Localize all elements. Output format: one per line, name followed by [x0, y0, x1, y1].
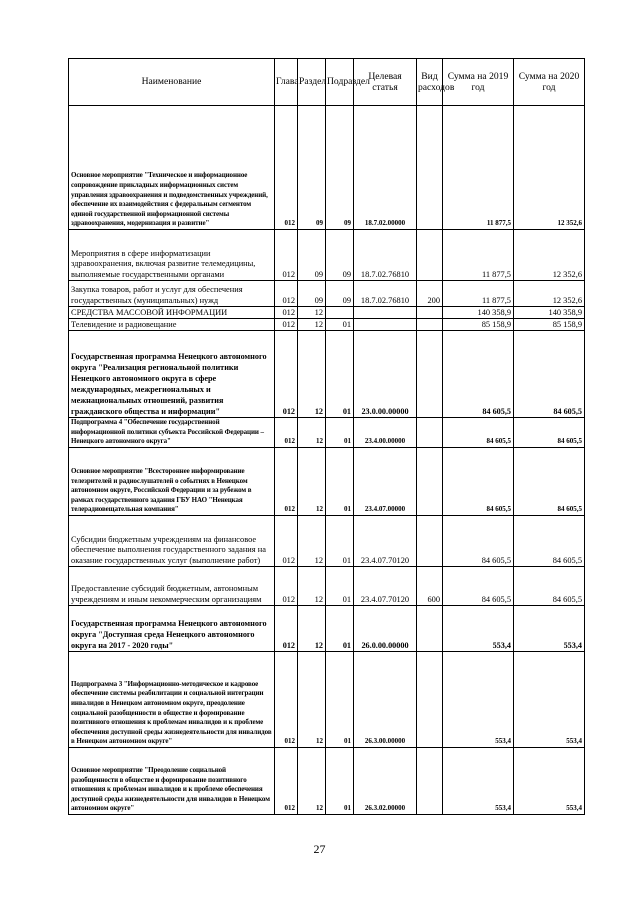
row-name: Телевидение и радиовещание: [69, 319, 275, 331]
row-vid-raskhodov: 200: [417, 281, 443, 307]
row-glava: 012: [275, 307, 298, 319]
table-row: [69, 567, 585, 606]
row-glava: 012: [275, 319, 298, 331]
row-tselevaya-statya: 23.4.00.00000: [354, 418, 417, 448]
row-name: Основное мероприятие "Всестороннее информирование телезрителей и радиослушателей о событиях в Ненецком автономном округе, Российской Федерации и за рубежом в рамках государственного задания ГБУ НАО "Ненецкая телерадиовещательная компания": [69, 448, 275, 516]
table-row: [69, 307, 585, 319]
header-sum-2020: Сумма на 2020 год: [514, 59, 585, 106]
row-tselevaya-statya: 18.7.02.76810: [354, 281, 417, 307]
row-razdel: 09: [298, 106, 326, 230]
row-razdel: 12: [298, 331, 326, 418]
row-sum-2019: 553,4: [443, 606, 514, 652]
row-tselevaya-statya: 23.0.00.00000: [354, 331, 417, 418]
row-sum-2019: 553,4: [443, 748, 514, 815]
row-podrazdel: 01: [326, 516, 354, 567]
row-razdel: 12: [298, 319, 326, 331]
row-vid-raskhodov: [417, 418, 443, 448]
table-row: [69, 418, 585, 448]
row-name: Подпрограмма 4 "Обеспечение государственной информационной политики субъекта Российской Федерации – Ненецкого автономного округа": [69, 418, 275, 448]
row-sum-2020: 553,4: [514, 652, 585, 748]
row-vid-raskhodov: [417, 748, 443, 815]
row-tselevaya-statya: 26.3.00.00000: [354, 652, 417, 748]
table-header-row: [69, 59, 585, 106]
row-tselevaya-statya: 23.4.07.70120: [354, 567, 417, 606]
row-podrazdel: 01: [326, 448, 354, 516]
row-podrazdel: 09: [326, 106, 354, 230]
table-row: [69, 516, 585, 567]
table-row: [69, 230, 585, 281]
row-razdel: 09: [298, 230, 326, 281]
row-name: Мероприятия в сфере информатизации здравоохранения, включая развитие телемедицины, выполняемые государственными органами: [69, 230, 275, 281]
row-podrazdel: 09: [326, 281, 354, 307]
row-vid-raskhodov: 600: [417, 567, 443, 606]
table-row: [69, 606, 585, 652]
row-podrazdel: 01: [326, 567, 354, 606]
row-sum-2019: 553,4: [443, 652, 514, 748]
row-sum-2019: 11 877,5: [443, 230, 514, 281]
row-sum-2019: 84 605,5: [443, 567, 514, 606]
row-glava: 012: [275, 448, 298, 516]
row-sum-2019: 84 605,5: [443, 418, 514, 448]
row-sum-2019: 85 158,9: [443, 319, 514, 331]
row-vid-raskhodov: [417, 106, 443, 230]
row-razdel: 12: [298, 606, 326, 652]
row-vid-raskhodov: [417, 516, 443, 567]
header-tselevaya-statya: Целевая статья: [354, 59, 417, 106]
row-sum-2020: 84 605,5: [514, 516, 585, 567]
header-glava: Глава: [275, 59, 298, 106]
row-razdel: 12: [298, 652, 326, 748]
header-razdel: Раздел: [298, 59, 326, 106]
budget-table: [68, 58, 585, 815]
row-podrazdel: 01: [326, 319, 354, 331]
row-sum-2019: 84 605,5: [443, 331, 514, 418]
table-row: [69, 652, 585, 748]
row-razdel: 12: [298, 448, 326, 516]
row-sum-2020: 12 352,6: [514, 106, 585, 230]
row-sum-2020: 553,4: [514, 606, 585, 652]
row-sum-2020: 84 605,5: [514, 567, 585, 606]
row-sum-2020: 84 605,5: [514, 418, 585, 448]
table-row: [69, 319, 585, 331]
row-name: Предоставление субсидий бюджетным, автономным учреждениям и иным некоммерческим организациям: [69, 567, 275, 606]
row-sum-2020: 85 158,9: [514, 319, 585, 331]
row-glava: 012: [275, 281, 298, 307]
row-name: Государственная программа Ненецкого автономного округа "Доступная среда Ненецкого автономного округа на 2017 - 2020 годы": [69, 606, 275, 652]
row-sum-2020: 12 352,6: [514, 281, 585, 307]
row-name: Закупка товаров, работ и услуг для обеспечения государственных (муниципальных) нужд: [69, 281, 275, 307]
row-glava: 012: [275, 748, 298, 815]
table-row: [69, 281, 585, 307]
row-tselevaya-statya: [354, 307, 417, 319]
table-row: [69, 106, 585, 230]
row-name: Субсидии бюджетным учреждениям на финансовое обеспечение выполнения государственного задания на оказание государственных услуг (выполнение работ): [69, 516, 275, 567]
row-sum-2020: 84 605,5: [514, 331, 585, 418]
row-podrazdel: 01: [326, 748, 354, 815]
page-number: 27: [313, 842, 326, 856]
row-sum-2019: 84 605,5: [443, 516, 514, 567]
row-podrazdel: [326, 307, 354, 319]
row-name: Основное мероприятие "Техническое и информационное сопровождение прикладных информационных систем управления здравоохранения и подведомственных учреждений, обеспечение их взаимодействия с федеральным сегментом единой государственной информационной системы здравоохранения, модернизация и развитие": [69, 106, 275, 230]
row-podrazdel: 01: [326, 331, 354, 418]
header-podrazdel: Подраздел: [326, 59, 354, 106]
row-sum-2020: 140 358,9: [514, 307, 585, 319]
row-name: Государственная программа Ненецкого автономного округа "Реализация региональной политики Ненецкого автономного округа в сфере международных, межрегиональных и межнациональных отношений, развития гражданского общества и информации": [69, 331, 275, 418]
header-vid-raskhodov: Вид расходов: [417, 59, 443, 106]
row-tselevaya-statya: [354, 319, 417, 331]
header-name: Наименование: [69, 59, 275, 106]
row-glava: 012: [275, 106, 298, 230]
table-row: [69, 448, 585, 516]
row-name: Подпрограмма 3 "Информационно-методическое и кадровое обеспечение системы реабилитации и социальной интеграции инвалидов в Ненецком автономном округе, преодоление социальной разобщенности в обществе и формирование позитивного отношения к проблемам инвалидов и к проблеме обеспечения доступной среды жизнедеятельности для инвалидов в Ненецком автономном округе": [69, 652, 275, 748]
row-glava: 012: [275, 516, 298, 567]
row-vid-raskhodov: [417, 331, 443, 418]
row-glava: 012: [275, 606, 298, 652]
row-podrazdel: 09: [326, 230, 354, 281]
row-name: Основное мероприятие "Преодоление социальной разобщенности в обществе и формирование позитивного отношения к проблемам инвалидов и к проблеме обеспечения доступной среды жизнедеятельности для инвалидов в Ненецком автономном округе": [69, 748, 275, 815]
row-glava: 012: [275, 230, 298, 281]
row-razdel: 12: [298, 307, 326, 319]
row-tselevaya-statya: 26.3.02.00000: [354, 748, 417, 815]
row-sum-2019: 140 358,9: [443, 307, 514, 319]
row-tselevaya-statya: 23.4.07.70120: [354, 516, 417, 567]
row-vid-raskhodov: [417, 230, 443, 281]
row-razdel: 12: [298, 748, 326, 815]
row-podrazdel: 01: [326, 418, 354, 448]
row-razdel: 12: [298, 567, 326, 606]
row-vid-raskhodov: [417, 448, 443, 516]
row-tselevaya-statya: 26.0.00.00000: [354, 606, 417, 652]
row-tselevaya-statya: 18.7.02.00000: [354, 106, 417, 230]
row-sum-2020: 12 352,6: [514, 230, 585, 281]
row-tselevaya-statya: 18.7.02.76810: [354, 230, 417, 281]
table-row: [69, 331, 585, 418]
header-sum-2019: Сумма на 2019 год: [443, 59, 514, 106]
table-row: [69, 748, 585, 815]
row-razdel: 12: [298, 516, 326, 567]
row-glava: 012: [275, 652, 298, 748]
row-sum-2019: 84 605,5: [443, 448, 514, 516]
row-vid-raskhodov: [417, 319, 443, 331]
row-sum-2019: 11 877,5: [443, 281, 514, 307]
row-sum-2020: 553,4: [514, 748, 585, 815]
row-vid-raskhodov: [417, 652, 443, 748]
row-razdel: 12: [298, 418, 326, 448]
row-podrazdel: 01: [326, 652, 354, 748]
row-sum-2019: 11 877,5: [443, 106, 514, 230]
row-glava: 012: [275, 418, 298, 448]
row-vid-raskhodov: [417, 606, 443, 652]
row-tselevaya-statya: 23.4.07.00000: [354, 448, 417, 516]
row-name: СРЕДСТВА МАССОВОЙ ИНФОРМАЦИИ: [69, 307, 275, 319]
row-glava: 012: [275, 331, 298, 418]
row-sum-2020: 84 605,5: [514, 448, 585, 516]
row-glava: 012: [275, 567, 298, 606]
row-razdel: 09: [298, 281, 326, 307]
row-podrazdel: 01: [326, 606, 354, 652]
row-vid-raskhodov: [417, 307, 443, 319]
